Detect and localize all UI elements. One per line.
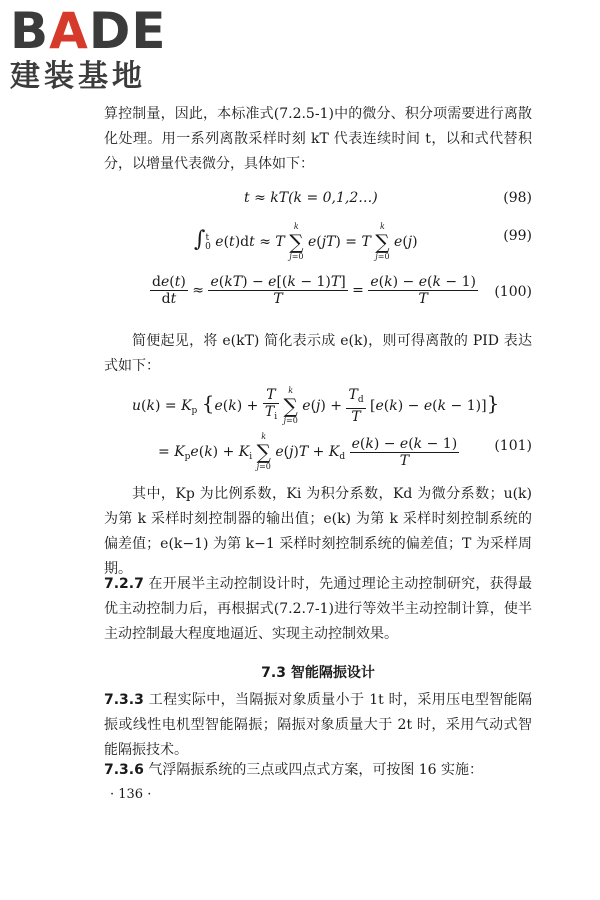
equation-99-body: ∫$^t_0$ e(t)dt ≈ T k ∑ j=0 e(jT) = T k ∑ j=0 e(j) bbox=[194, 222, 418, 261]
clause-7-3-3-number: 7.3.3 bbox=[104, 692, 144, 708]
equation-100 bbox=[104, 274, 532, 318]
equation-100-number: (100) bbox=[494, 284, 532, 300]
clause-7-3-6-text: 气浮隔振系统的三点或四点式方案，可按图 16 实施： bbox=[148, 762, 484, 778]
logo-wordmark: BADE bbox=[10, 2, 167, 60]
equation-101-line1: $u(k) = K_p$ {e(k) + $\frac{T}{T_i}$ k ∑ j=0 e(j) + $\frac{T_d}{T}$ [e(k) − e(k − 1)]} bbox=[132, 386, 500, 425]
clause-7-3-6 bbox=[104, 758, 532, 783]
clause-7-2-7-number: 7.2.7 bbox=[104, 576, 144, 592]
equation-98-body: t ≈ kT(k = 0,1,2…) bbox=[244, 190, 378, 206]
equation-99-number: (99) bbox=[503, 228, 532, 244]
clause-7-2-7-text: 在开展半主动控制设计时，先通过理论主动控制研究，获得最优主动控制力后，再根据式(7.2.7-1)进行等效半主动控制计算，使半主动控制最大程度地逼近、实现主动控制效果。 bbox=[104, 576, 533, 642]
paragraph-discretization: 算控制量，因此，本标准式(7.2.5-1)中的微分、积分项需要进行离散化处理。用一系列离散采样时刻 kT 代表连续时间 t，以和式代替积分，以增量代表微分，具体如下： bbox=[104, 106, 532, 172]
bade-logo bbox=[10, 2, 175, 94]
page-number: · 136 · bbox=[110, 787, 152, 802]
clause-7-3-3-text: 工程实际中，当隔振对象质量小于 1t 时，采用压电型智能隔振或线性电机型智能隔振；隔振对象质量大于 2t 时，采用气动式智能隔振技术。 bbox=[104, 692, 533, 758]
paragraph-pid-definitions: 其中，Kp 为比例系数，Ki 为积分系数，Kd 为微分系数；u(k) 为第 k 采样时刻控制器的输出值；e(k) 为第 k 采样时刻控制系统的偏差值；e(k−1) 为第 k−1 采样时刻控制系统的偏差值；T 为采样周期。 bbox=[104, 486, 532, 577]
clause-7-2-7 bbox=[104, 572, 532, 647]
section-title: 7.3 智能隔振设计 bbox=[261, 665, 375, 681]
equation-101-number: (101) bbox=[494, 438, 532, 454]
equation-101-line2: = $K_pe(k) + K_i$ k ∑ j=0 $e(j)T + K_d$ $\frac{e(k) - e(k - 1)}{T}$ bbox=[158, 432, 458, 471]
equation-99 bbox=[104, 222, 532, 268]
logo-subtitle: 建装基地 bbox=[10, 59, 146, 94]
clause-7-3-3 bbox=[104, 688, 532, 763]
equation-100-body: $\frac{de(t)}{dt}$ ≈ $\frac{e(kT) - e[(k - 1)T]}{T}$ = $\frac{e(k) - e(k - 1)}{T}$ bbox=[152, 274, 476, 307]
equation-101 bbox=[104, 386, 532, 476]
paragraph-pid-intro: 简便起见，将 e(kT) 简化表示成 e(k)，则可得离散的 PID 表达式如下： bbox=[104, 333, 532, 374]
equation-98-number: (98) bbox=[503, 190, 532, 206]
clause-7-3-6-number: 7.3.6 bbox=[104, 762, 144, 778]
